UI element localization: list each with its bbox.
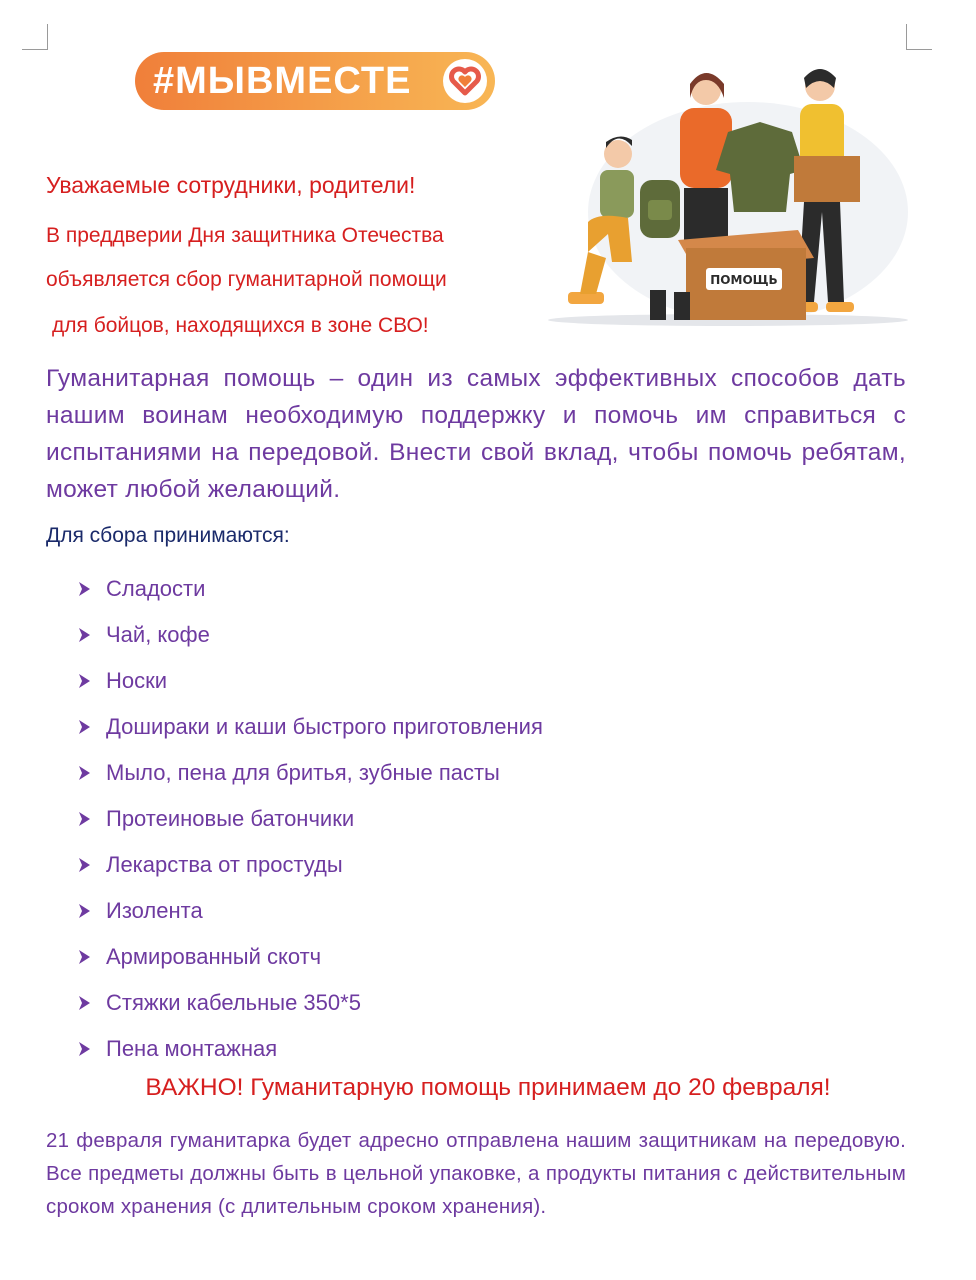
list-item-label: Мыло, пена для бритья, зубные пасты [106,760,500,785]
arrow-bullet-icon [76,719,92,735]
page-corner-mark-top-left [22,24,48,50]
arrow-bullet-icon [76,673,92,689]
volunteers-donation-illustration [528,62,918,332]
list-item-label: Сладости [106,576,206,601]
list-item [76,566,543,612]
heart-logo-icon [441,57,489,105]
list-item-label: Дошираки и каши быстрого приготовления [106,714,543,739]
list-item [76,934,543,980]
arrow-bullet-icon [76,765,92,781]
description-paragraph: Гуманитарная помощь – один из самых эффективных способов дать нашим воинам необходимую поддержку и помочь им справиться с испытаниями на передовой. Внести свой вклад, чтобы помочь ребятам, может любой желающий. [46,365,906,503]
accepted-list-title: Для сбора принимаются: [46,524,290,547]
box-label: ПОМОЩЬ [710,273,778,287]
arrow-bullet-icon [76,627,92,643]
accepted-items-list [76,566,543,1072]
list-item-label: Изолента [106,898,203,923]
arrow-bullet-icon [76,1041,92,1057]
list-item-label: Лекарства от простуды [106,852,343,877]
list-item-label: Носки [106,668,168,693]
list-item [76,612,543,658]
hashtag-text: #МЫВМЕСТЕ [153,59,412,102]
page-corner-mark-top-right [906,24,932,50]
important-notice: ВАЖНО! Гуманитарную помощь принимаем до 20 февраля! [145,1074,831,1101]
list-item [76,658,543,704]
list-item-label: Пена монтажная [106,1036,278,1061]
list-item [76,980,543,1026]
list-item [76,888,543,934]
list-item-label: Армированный скотч [106,944,322,969]
arrow-bullet-icon [76,995,92,1011]
list-item [76,704,543,750]
hashtag-banner [135,52,495,110]
arrow-bullet-icon [76,903,92,919]
arrow-bullet-icon [76,857,92,873]
intro-line-2: объявляется сбор гуманитарной помощи [46,268,447,291]
list-item-label: Протеиновые батончики [106,806,355,831]
intro-line-3: для бойцов, находящихся в зоне СВО! [52,314,429,337]
arrow-bullet-icon [76,811,92,827]
list-item [76,796,543,842]
arrow-bullet-icon [76,581,92,597]
list-item [76,1026,543,1072]
greeting-heading: Уважаемые сотрудники, родители! [46,172,416,198]
intro-line-1: В преддверии Дня защитника Отечества [46,224,444,247]
arrow-bullet-icon [76,949,92,965]
list-item-label: Стяжки кабельные 350*5 [106,990,361,1015]
list-item [76,750,543,796]
list-item [76,842,543,888]
list-item-label: Чай, кофе [106,622,210,647]
footer-paragraph: 21 февраля гуманитарка будет адресно отправлена нашим защитникам на передовую. Все предметы должны быть в цельной упаковке, а продукты питания с действительным сроком хранения (с длительным сроком хранения). [46,1129,906,1218]
